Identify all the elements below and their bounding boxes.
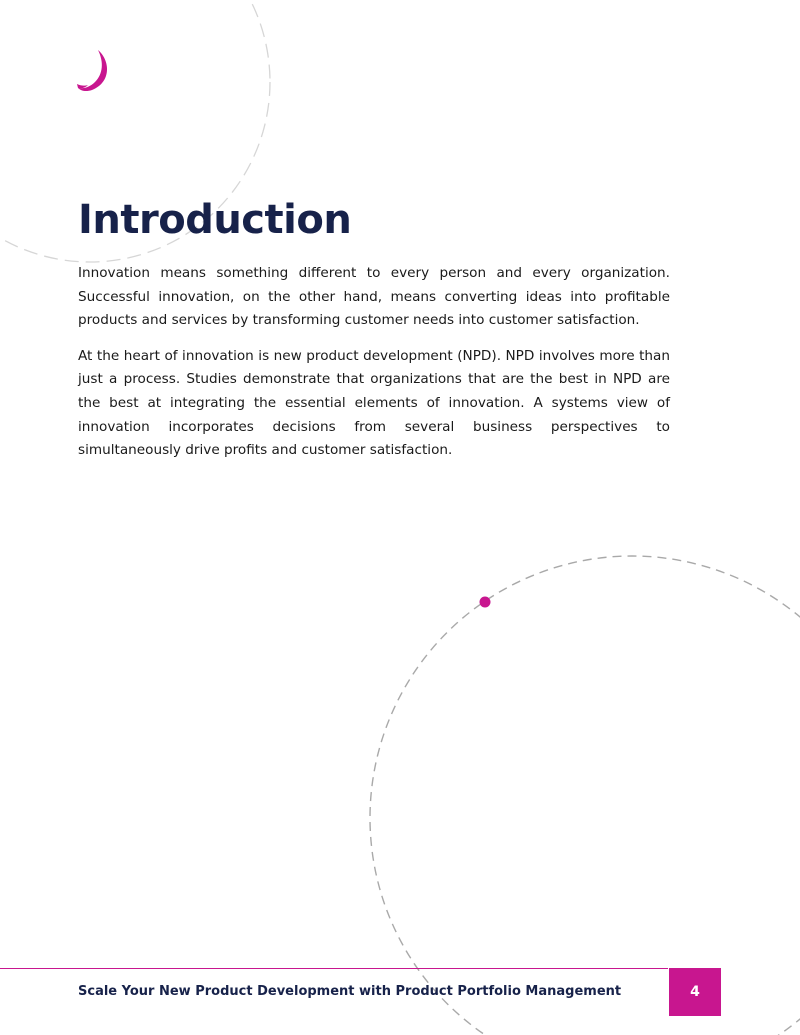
decorative-circle-bottom-right <box>370 556 800 1035</box>
accent-dot <box>480 597 491 608</box>
footer-divider <box>0 968 668 969</box>
intro-paragraph-1: Innovation means something different to every person and every organization. Successful innovation, on the other hand, means converting ideas into profitable products and services by transforming customer needs into customer satisfaction. <box>78 265 670 329</box>
page-number: 4 <box>690 984 700 1000</box>
intro-paragraph-2: At the heart of innovation is new product development (NPD). NPD involves more than just a process. Studies demonstrate that organizations that are the best in NPD are the best at integrating the essential elements of innovation. A systems view of innovation incorporates decisions from several business perspectives to simultaneously drive profits and customer satisfaction. <box>78 347 670 459</box>
body-text <box>78 262 670 475</box>
footer-document-title: Scale Your New Product Development with Product Portfolio Management <box>78 984 622 999</box>
page-number-badge <box>669 968 721 1016</box>
page-title: Introduction <box>78 197 352 243</box>
swoosh-logo-icon <box>76 48 112 94</box>
